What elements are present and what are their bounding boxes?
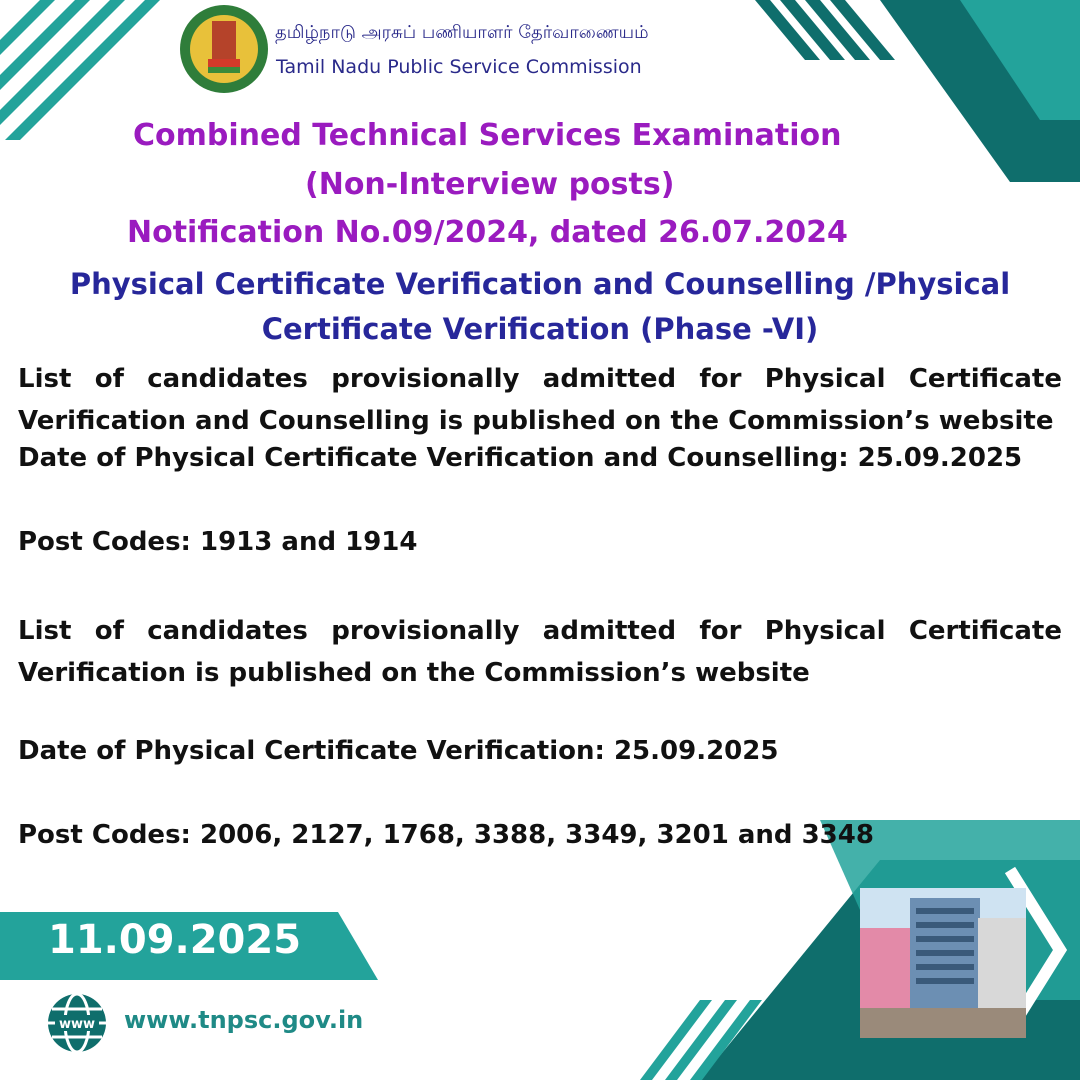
globe-icon-text: www (58, 1017, 96, 1032)
post-codes-2: Post Codes: 2006, 2127, 1768, 3388, 3349, 3201 and 3348 (18, 820, 874, 850)
publish-date: 11.09.2025 (48, 917, 302, 963)
exam-subtitle: (Non-Interview posts) (305, 167, 675, 202)
building-photo (860, 888, 1026, 1038)
phase-heading: Physical Certificate Verification and Counselling /Physical Certificate Verification (Phase -VI) (69, 267, 1011, 346)
post-codes-1: Post Codes: 1913 and 1914 (18, 527, 418, 557)
verification-date-2: Date of Physical Certificate Verification: 25.09.2025 (18, 736, 779, 766)
org-name-tamil: தமிழ்நாடு அரசுப் பணியாளர் தேர்வாணையம் (275, 22, 649, 43)
emblem-icon (178, 3, 270, 95)
notification-number: Notification No.09/2024, dated 26.07.2024 (127, 215, 848, 250)
top-right-stripes (755, 0, 895, 60)
globe-icon (46, 992, 108, 1054)
website-link[interactable]: www.tnpsc.gov.in (124, 1006, 364, 1034)
exam-title: Combined Technical Services Examination (133, 118, 842, 153)
notice-paragraph-2: List of candidates provisionally admitted for Physical Certificate Verification is published on the Commission’s website (18, 616, 1062, 688)
notice-paragraph-1: List of candidates provisionally admitted for Physical Certificate Verification and Counselling is published on the Commission’s website (18, 364, 1062, 436)
org-name-english: Tamil Nadu Public Service Commission (276, 56, 642, 78)
verification-date-1: Date of Physical Certificate Verification and Counselling: 25.09.2025 (18, 443, 1023, 473)
